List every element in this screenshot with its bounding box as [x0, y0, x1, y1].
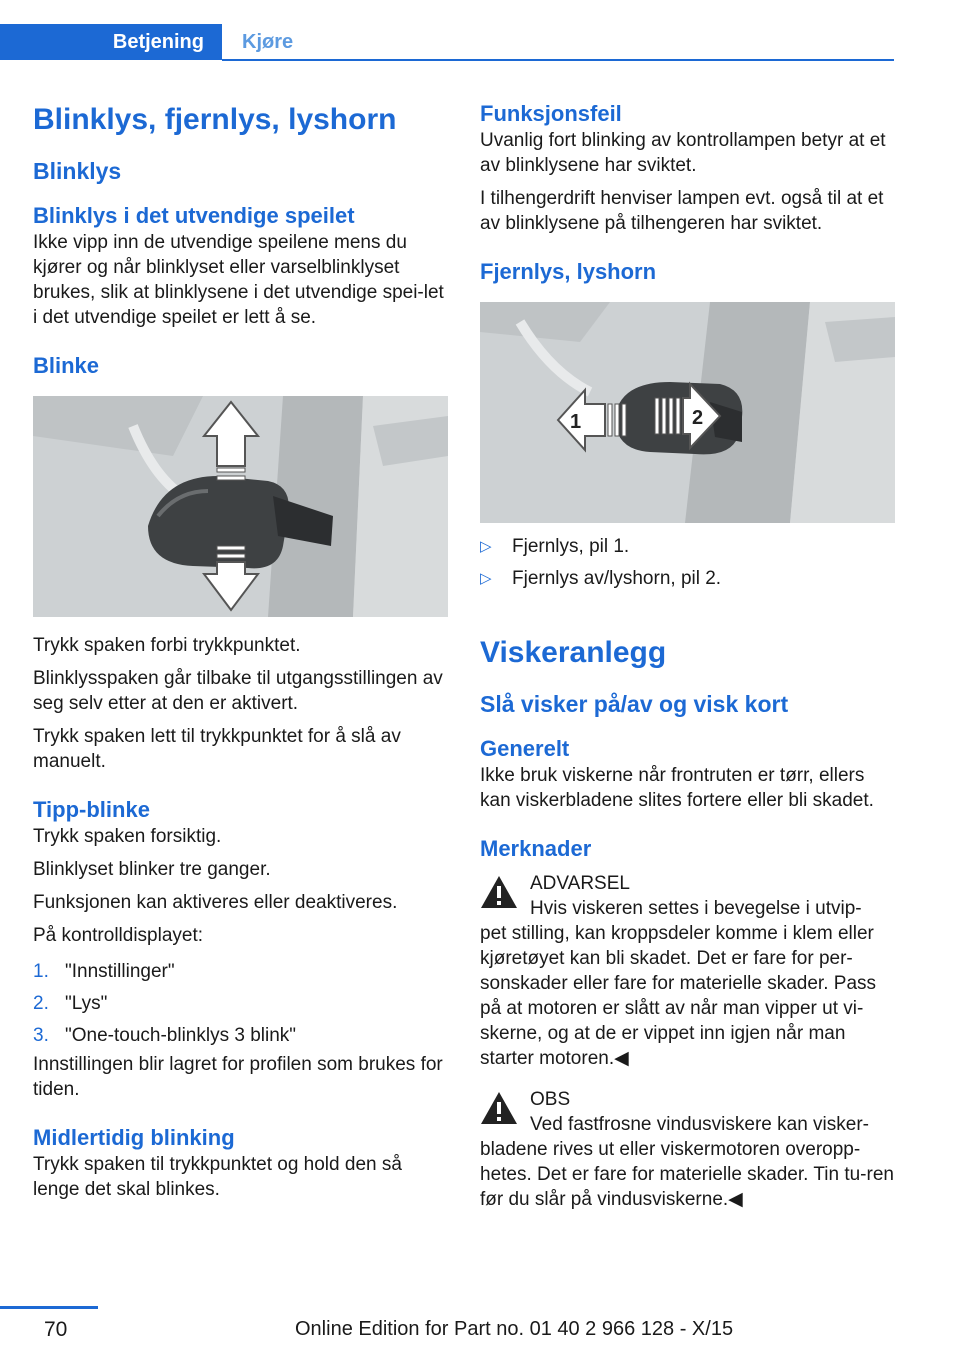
funksjonsfeil-text-1: Uvanlig fort blinking av kontrollampen betyr at et av blinklysene har sviktet. [480, 130, 886, 176]
tipp-text-1: Trykk spaken forsiktig. [33, 826, 222, 847]
tab-underline [222, 59, 894, 61]
generelt-text: Ikke bruk viskerne når frontruten er tørr, ellers kan viskerbladene slites fortere eller bli skadet. [480, 765, 874, 811]
blinke-text-2: Blinklysspaken går tilbake til utgangsstillingen av seg selv etter at den er aktivert. [33, 668, 443, 714]
funksjonsfeil-heading: Funksjonsfeil [480, 101, 622, 126]
midlertidig-text: Trykk spaken til trykkpunktet og hold den så lenge det skal blinkes. [33, 1154, 402, 1200]
tipp-text-2: Blinklyset blinker tre ganger. [33, 859, 271, 880]
step-number: 2. [33, 993, 49, 1014]
step-text: "Innstillinger" [65, 961, 175, 982]
funksjonsfeil-text-2: I tilhengerdrift henviser lampen evt. også til at et av blinklysene på tilhengeren har sviktet. [480, 188, 884, 234]
viskeranlegg-title: Viskeranlegg [480, 636, 667, 669]
warning-title: ADVARSEL [530, 873, 630, 894]
list-item [480, 531, 896, 563]
generelt-heading: Generelt [480, 736, 570, 761]
settings-steps [33, 956, 449, 1052]
tab-betjening[interactable] [0, 24, 222, 60]
blinke-text-1: Trykk spaken forbi trykkpunktet. [33, 635, 301, 656]
caution-block [480, 1087, 896, 1212]
blinklys-heading: Blinklys [33, 158, 122, 184]
warning-text-first: Hvis viskeren settes i bevegelse i utvip- [530, 898, 862, 919]
list-item [33, 956, 449, 988]
tipp-text-3: Funksjonen kan aktiveres eller deaktiveres. [33, 892, 398, 913]
tab-kjore-label: Kjøre [242, 30, 294, 53]
edition-text: Online Edition for Part no. 01 40 2 966 128 - X/15 [295, 1318, 734, 1340]
merknader-heading: Merknader [480, 836, 592, 861]
tipp-text-5: Innstillingen blir lagret for profilen som brukes for tiden. [33, 1054, 443, 1100]
list-item [33, 988, 449, 1020]
high-beam-lever-figure [480, 302, 895, 523]
page-number: 70 [44, 1318, 68, 1341]
mirror-text: Ikke vipp inn de utvendige speilene mens du kjører og når blinklyset eller varselblinklyset brukes, slik at blinklysene i det utvendige spei-let i det utvendige speilet er lett å se. [33, 232, 444, 328]
visker-subheading: Slå visker på/av og visk kort [480, 691, 789, 717]
warning-triangle-icon [480, 875, 518, 909]
caution-text-rest: bladene rives ut eller viskermotoren overopp-hetes. Det er fare for materielle skader. Tin tu-ren før du slår på vindusviskerne.◀ [480, 1139, 894, 1210]
caution-text-first: Ved fastfrosne vindusviskere kan visker- [530, 1114, 869, 1135]
step-text: "Lys" [65, 993, 108, 1014]
fjernlys-list [480, 531, 896, 595]
page-title: Blinklys, fjernlys, lyshorn [33, 103, 397, 136]
tab-bar [0, 24, 894, 62]
arrow-2-label: 2 [692, 407, 704, 429]
blinke-heading: Blinke [33, 353, 100, 378]
left-column [33, 100, 449, 1202]
bullet-text: Fjernlys, pil 1. [512, 536, 630, 557]
tipp-text-4: På kontrolldisplayet: [33, 925, 204, 946]
step-number: 1. [33, 961, 49, 982]
warning-block [480, 871, 896, 1071]
list-item [480, 563, 896, 595]
turn-signal-lever-figure [33, 396, 448, 617]
list-item [33, 1020, 449, 1052]
midlertidig-heading: Midlertidig blinking [33, 1125, 235, 1150]
blinke-text-3: Trykk spaken lett til trykkpunktet for å slå av manuelt. [33, 726, 401, 772]
footer-rule [0, 1306, 98, 1309]
arrow-1-label: 1 [570, 411, 582, 433]
warning-text-rest: pet stilling, kan kroppsdeler komme i klem eller kjøretøyet kan bli skadet. Det er fare for per-sonskader eller fare for materielle skader. Pass på at motoren er slått av når man vipper ut vi-skerne, og at de er vippet inn igjen når man starter motoren.◀ [480, 923, 877, 1069]
bullet-text: Fjernlys av/lyshorn, pil 2. [512, 568, 722, 589]
caution-triangle-icon [480, 1091, 518, 1125]
tipp-blinke-heading: Tipp-blinke [33, 797, 150, 822]
mirror-heading: Blinklys i det utvendige speilet [33, 203, 355, 228]
fjernlys-heading: Fjernlys, lyshorn [480, 259, 657, 284]
triangle-bullet-icon: ▷ [480, 570, 492, 587]
caution-title: OBS [530, 1089, 571, 1110]
triangle-bullet-icon: ▷ [480, 538, 492, 555]
step-number: 3. [33, 1025, 49, 1046]
tab-betjening-label: Betjening [112, 30, 204, 53]
right-column [480, 100, 896, 1212]
tab-kjore[interactable] [222, 24, 293, 60]
step-text: "One-touch-blinklys 3 blink" [65, 1025, 297, 1046]
